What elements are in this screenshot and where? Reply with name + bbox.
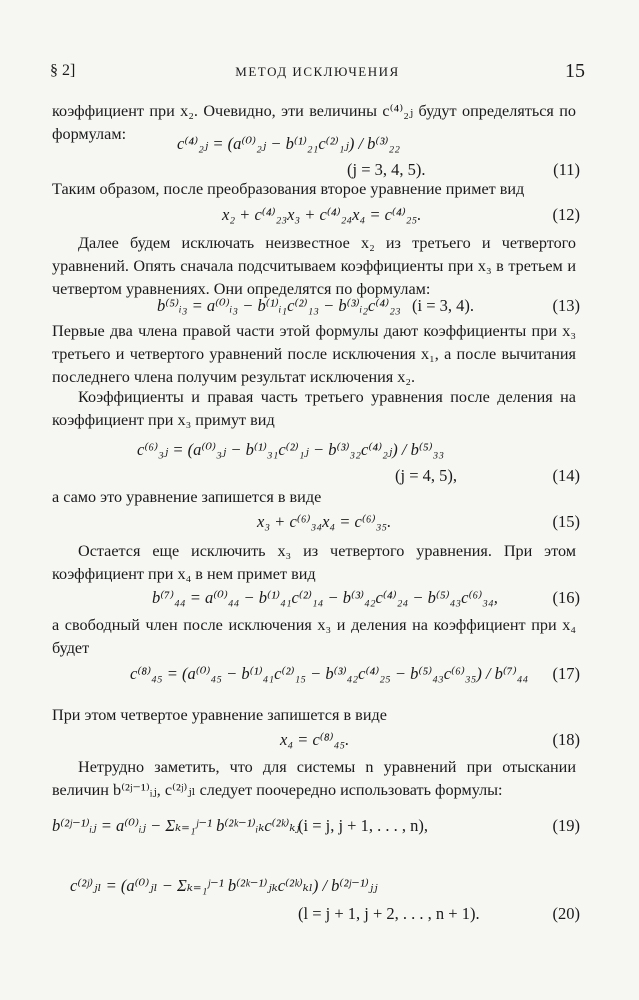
section-marker: § 2] [50, 62, 76, 79]
equation-14-formula: c⁽⁶⁾₃ⱼ = (a⁽⁰⁾₃ⱼ − b⁽¹⁾₃₁c⁽²⁾₁ⱼ − b⁽³⁾₃₂c⁽⁴⁾₂ⱼ) / b⁽⁵⁾₃₃ [137, 440, 445, 459]
equation-14 [52, 440, 580, 485]
paragraph-8: а свободный член после исключения x₃ и деления на коэффициент при x₄ будет [52, 616, 576, 657]
equation-13-formula: b⁽⁵⁾ᵢ₃ = a⁽⁰⁾ᵢ₃ − b⁽¹⁾ᵢ₁c⁽²⁾₁₃ − b⁽³⁾ᵢ₂c⁽⁴⁾₂₃ [157, 296, 401, 315]
equation-19-number: (19) [552, 816, 580, 835]
running-title: МЕТОД ИСКЛЮЧЕНИЯ [235, 64, 400, 79]
equation-20-number: (20) [552, 904, 580, 923]
paragraph-7: Остается еще исключить x₃ из четвертого уравнения. При этом коэффициент при x₄ в нем примет вид [52, 542, 576, 583]
equation-16-formula: b⁽⁷⁾₄₄ = a⁽⁰⁾₄₄ − b⁽¹⁾₄₁c⁽²⁾₁₄ − b⁽³⁾₄₂c⁽⁴⁾₂₄ − b⁽⁵⁾₄₃c⁽⁶⁾₃₄, [152, 588, 498, 607]
equation-19-formula: b⁽²ʲ⁻¹⁾ᵢⱼ = a⁽⁰⁾ᵢⱼ − Σₖ₌₁ʲ⁻¹ b⁽²ᵏ⁻¹⁾ᵢₖc⁽²ᵏ⁾ₖⱼ [52, 816, 300, 835]
equation-20-formula: c⁽²ʲ⁾ⱼₗ = (a⁽⁰⁾ⱼₗ − Σₖ₌₁ʲ⁻¹ b⁽²ᵏ⁻¹⁾ⱼₖc⁽²ᵏ⁾ₖₗ) / b⁽²ʲ⁻¹⁾ⱼⱼ [70, 876, 378, 895]
equation-14-number: (14) [552, 466, 580, 485]
equation-12-number: (12) [552, 205, 580, 224]
equation-11-number: (11) [553, 160, 580, 179]
paragraph-10: Нетрудно заметить, что для системы n уравнений при отыскании величин b⁽²ʲ⁻¹⁾ᵢⱼ, c⁽²ʲ⁾ⱼₗ следует поочередно использовать формулы: [52, 758, 576, 799]
paragraph-6: а само это уравнение запишется в виде [52, 488, 322, 506]
equation-13-condition: (i = 3, 4). [412, 296, 475, 315]
equation-15-number: (15) [552, 512, 580, 531]
equation-11-formula: c⁽⁴⁾₂ⱼ = (a⁽⁰⁾₂ⱼ − b⁽¹⁾₂₁c⁽²⁾₁ⱼ) / b⁽³⁾₂₂ [177, 134, 400, 153]
equation-17-formula: c⁽⁸⁾₄₅ = (a⁽⁰⁾₄₅ − b⁽¹⁾₄₁c⁽²⁾₁₅ − b⁽³⁾₄₂c⁽⁴⁾₂₅ − b⁽⁵⁾₄₃c⁽⁶⁾₃₅) / b⁽⁷⁾₄₄ [130, 664, 529, 683]
paragraph-4: Первые два члена правой части этой формулы дают коэффициенты при x₃ третьего и четвертого уравнений после исключения x₁, а после вычитания последнего члена получим результат исключения x₂. [52, 322, 576, 386]
equation-15-formula: x₃ + c⁽⁶⁾₃₄x₄ = c⁽⁶⁾₃₅. [257, 512, 392, 531]
paragraph-5: Коэффициенты и правая часть третьего уравнения после деления на коэффициент при x₃ примут вид [52, 388, 576, 429]
paragraph-9: При этом четвертое уравнение запишется в виде [52, 706, 387, 724]
paragraph-2: Таким образом, после преобразования второе уравнение примет вид [52, 180, 525, 198]
equation-19-condition: (i = j, j + 1, . . . , n), [298, 816, 428, 835]
equation-14-condition: (j = 4, 5), [395, 466, 458, 485]
equation-12-formula: x₂ + c⁽⁴⁾₂₃x₃ + c⁽⁴⁾₂₄x₄ = c⁽⁴⁾₂₅. [222, 205, 422, 224]
equation-16-number: (16) [552, 588, 580, 607]
page-number: 15 [565, 60, 585, 82]
equation-13-number: (13) [552, 296, 580, 315]
equation-20-condition: (l = j + 1, j + 2, . . . , n + 1). [298, 904, 480, 923]
equation-17 [52, 664, 580, 694]
equation-20 [52, 876, 580, 923]
equation-11-condition: (j = 3, 4, 5). [347, 160, 426, 179]
paragraph-1: коэффициент при x₂. Очевидно, эти величины c⁽⁴⁾₂ⱼ будут определяться по формулам: [52, 102, 576, 143]
paragraph-3: Далее будем исключать неизвестное x₂ из третьего и четвертого уравнений. Опять сначала подсчитываем коэффициенты при x₃ в третьем и четвертом уравнениях. Они определятся по формулам: [52, 234, 576, 298]
equation-19 [52, 816, 580, 846]
equation-18-number: (18) [552, 730, 580, 749]
equation-18-formula: x₄ = c⁽⁸⁾₄₅. [280, 730, 350, 749]
equation-17-number: (17) [552, 664, 580, 683]
equation-11 [52, 134, 580, 179]
running-header [50, 62, 585, 84]
equation-15 [52, 512, 580, 542]
equation-12 [52, 205, 580, 235]
